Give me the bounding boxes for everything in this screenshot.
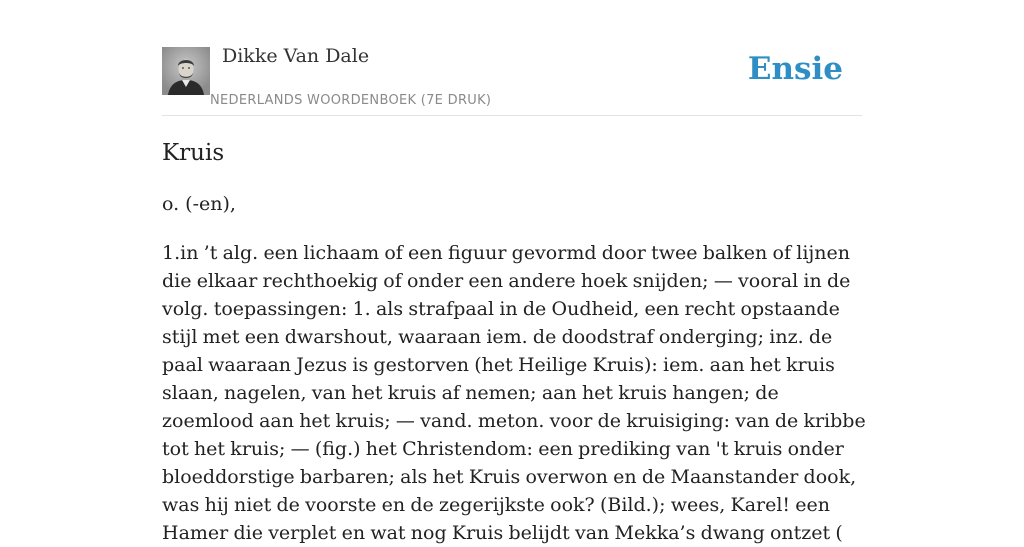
author-avatar[interactable] bbox=[162, 47, 210, 95]
header-divider bbox=[162, 115, 862, 116]
author-name[interactable]: Dikke Van Dale bbox=[222, 45, 370, 67]
source-title[interactable]: NEDERLANDS WOORDENBOEK (7E DRUK) bbox=[210, 93, 492, 108]
entry-grammar: o. (-en), bbox=[162, 193, 236, 215]
entry-term: Kruis bbox=[162, 140, 225, 166]
entry-definition: 1.in ’t alg. een lichaam of een figuur gevormd door twee balken of lijnen die elkaar rechthoekig of onder een andere hoek snijden; — vooral in de volg. toepassingen: 1. als strafpaal in de Oudheid, een recht opstaande stijl met een dwarshout, waaraan iem. de doodstraf onderging; inz. de paal waaraan Jezus is gestorven (het Heilige Kruis): iem. aan het kruis slaan, nagelen, van het kruis af nemen; aan het kruis hangen; de zoemlood aan het kruis; — vand. meton. voor de kruisiging: van de kribbe tot het kruis; — (fig.) het Christendom: een prediking van 't kruis onder bloeddorstige barbaren; als het Kruis overwon en de Maanstander dook, was hij niet de voorste en de zegerijkste ook? (Bild.); wees, Karel! een Hamer die verplet en wat nog Kruis belijdt van Mekka’s dwang ontzet ( bbox=[162, 242, 866, 544]
ensie-logo[interactable]: Ensie bbox=[747, 51, 843, 87]
portrait-icon bbox=[162, 47, 210, 95]
